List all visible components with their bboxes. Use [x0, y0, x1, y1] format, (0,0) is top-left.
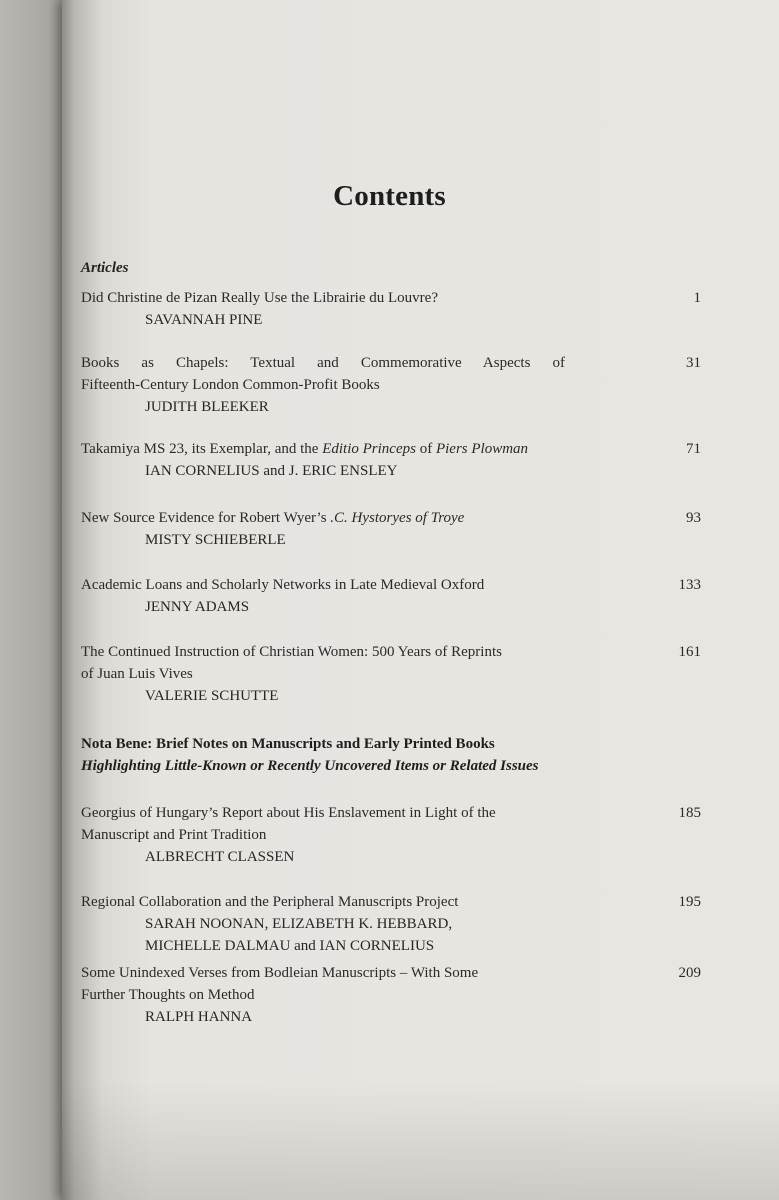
page-number: 209: [678, 965, 701, 981]
page-number: 195: [678, 894, 701, 910]
entry-title: Academic Loans and Scholarly Networks in Late Medieval Oxford: [81, 577, 485, 593]
entry-title: The Continued Instruction of Christian Women: 500 Years of Reprints: [81, 644, 502, 660]
title-italic: .C. Hystoryes of Troye: [330, 510, 465, 526]
toc-entry: [81, 352, 701, 418]
entry-title: Regional Collaboration and the Peripheral Manuscripts Project: [81, 894, 459, 910]
toc-entry: [81, 574, 701, 618]
title-italic: Editio Princeps: [322, 441, 416, 457]
entry-title: Books as Chapels: Textual and Commemorative Aspects of: [81, 355, 565, 371]
entry-author: VALERIE SCHUTTE: [145, 688, 279, 704]
entry-title: Some Unindexed Verses from Bodleian Manuscripts – With Some: [81, 965, 479, 981]
entry-author: JUDITH BLEEKER: [145, 399, 269, 415]
entry-title: Manuscript and Print Tradition: [81, 827, 267, 843]
nota-bene-line: Nota Bene: Brief Notes on Manuscripts and Early Printed Books: [81, 736, 495, 752]
toc-entry: [81, 891, 701, 957]
entry-title: Georgius of Hungary’s Report about His Enslavement in Light of the: [81, 805, 496, 821]
entry-title: [81, 438, 701, 460]
entry-author: RALPH HANNA: [145, 1009, 253, 1025]
page-number: 93: [686, 510, 701, 526]
entry-author: IAN CORNELIUS and J. ERIC ENSLEY: [145, 463, 398, 479]
entry-author: ALBRECHT CLASSEN: [145, 849, 295, 865]
entry-title: Fifteenth-Century London Common-Profit Books: [81, 377, 380, 393]
title-italic: Piers Plowman: [435, 441, 529, 457]
section-label-articles: Articles: [81, 260, 129, 276]
toc-entry: [81, 641, 701, 707]
page-number: 1: [693, 290, 701, 306]
entry-author: SARAH NOONAN, ELIZABETH K. HEBBARD,: [145, 916, 453, 932]
toc-entry: [81, 962, 701, 1028]
page-number: 185: [678, 805, 701, 821]
entry-author: MISTY SCHIEBERLE: [145, 532, 286, 548]
nota-bene-subline: Highlighting Little-Known or Recently Uncovered Items or Related Issues: [81, 758, 539, 774]
page-number: 133: [678, 577, 701, 593]
entry-title: Further Thoughts on Method: [81, 987, 255, 1003]
entry-title: [81, 507, 701, 529]
entry-author: JENNY ADAMS: [145, 599, 250, 615]
entry-title: Did Christine de Pizan Really Use the Librairie du Louvre?: [81, 290, 438, 306]
entry-author: MICHELLE DALMAU and IAN CORNELIUS: [145, 938, 435, 954]
toc-entry: [81, 438, 701, 482]
page-number: 161: [678, 644, 701, 660]
title-text: New Source Evidence for Robert Wyer’s: [81, 510, 331, 526]
page-title: Contents: [333, 180, 446, 212]
entry-author: SAVANNAH PINE: [145, 312, 263, 328]
entry-title: of Juan Luis Vives: [81, 666, 193, 682]
title-text: of: [415, 441, 436, 457]
title-text: Takamiya MS 23, its Exemplar, and the: [81, 441, 323, 457]
toc-entry: [81, 802, 701, 868]
toc-entry: [81, 287, 701, 331]
section-heading-nota-bene: [81, 733, 701, 777]
toc-entry: [81, 507, 701, 551]
page-number: 31: [686, 355, 701, 371]
page-number: 71: [686, 441, 701, 457]
